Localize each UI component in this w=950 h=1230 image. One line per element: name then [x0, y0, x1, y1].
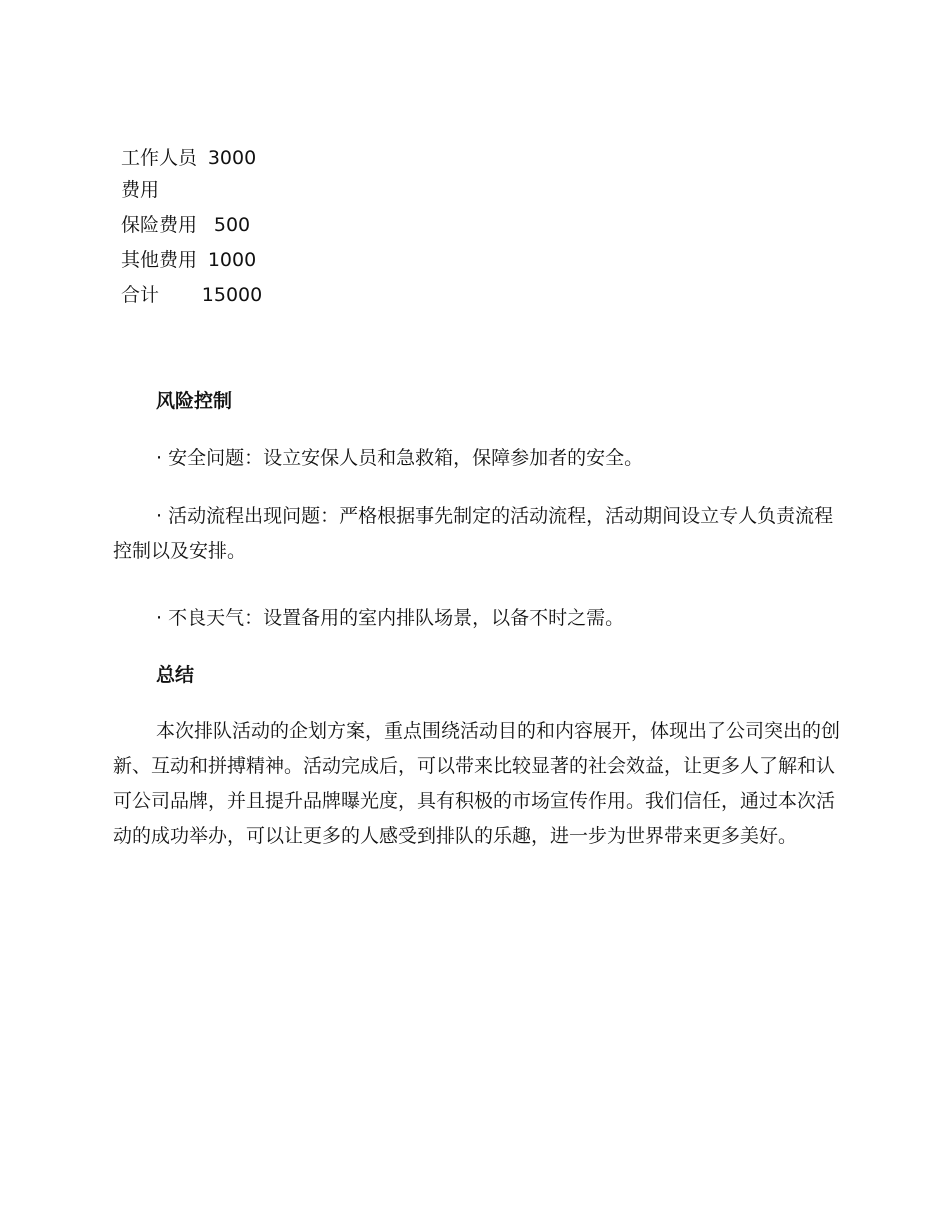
budget-item: 保险费用 [121, 214, 198, 236]
summary-heading: 总结 [156, 664, 195, 686]
risk-item-safety: · 安全问题：设立安保人员和急救箱，保障参加者的安全。 [156, 447, 644, 469]
table-row [113, 242, 263, 277]
risk-item-process: · 活动流程出现问题：严格根据事先制定的活动流程，活动期间设立专人负责流程控制以及安排。 [113, 505, 834, 562]
budget-table [113, 140, 263, 312]
risk-control-heading: 风险控制 [156, 390, 233, 412]
table-row [113, 140, 263, 207]
budget-total-amount: 15000 [201, 284, 263, 306]
budget-total-label: 合计 [121, 284, 160, 306]
budget-amount: 500 [213, 214, 251, 236]
table-row [113, 207, 263, 242]
risk-item-weather: · 不良天气：设置备用的室内排队场景，以备不时之需。 [156, 607, 625, 629]
table-row [113, 277, 263, 312]
budget-item: 工作人员费用 [121, 147, 198, 201]
summary-paragraph: 本次排队活动的企划方案，重点围绕活动目的和内容展开，体现出了公司突出的创新、互动和拼搏精神。活动完成后，可以带来比较显著的社会效益，让更多人了解和认可公司品牌，并且提升品牌曝光度，具有积极的市场宣传作用。我们信任，通过本次活动的成功举办，可以让更多的人感受到排队的乐趣，进一步为世界带来更多美好。 [113, 720, 841, 847]
budget-amount: 3000 [207, 147, 257, 169]
budget-item: 其他费用 [121, 249, 198, 271]
budget-amount: 1000 [207, 249, 257, 271]
